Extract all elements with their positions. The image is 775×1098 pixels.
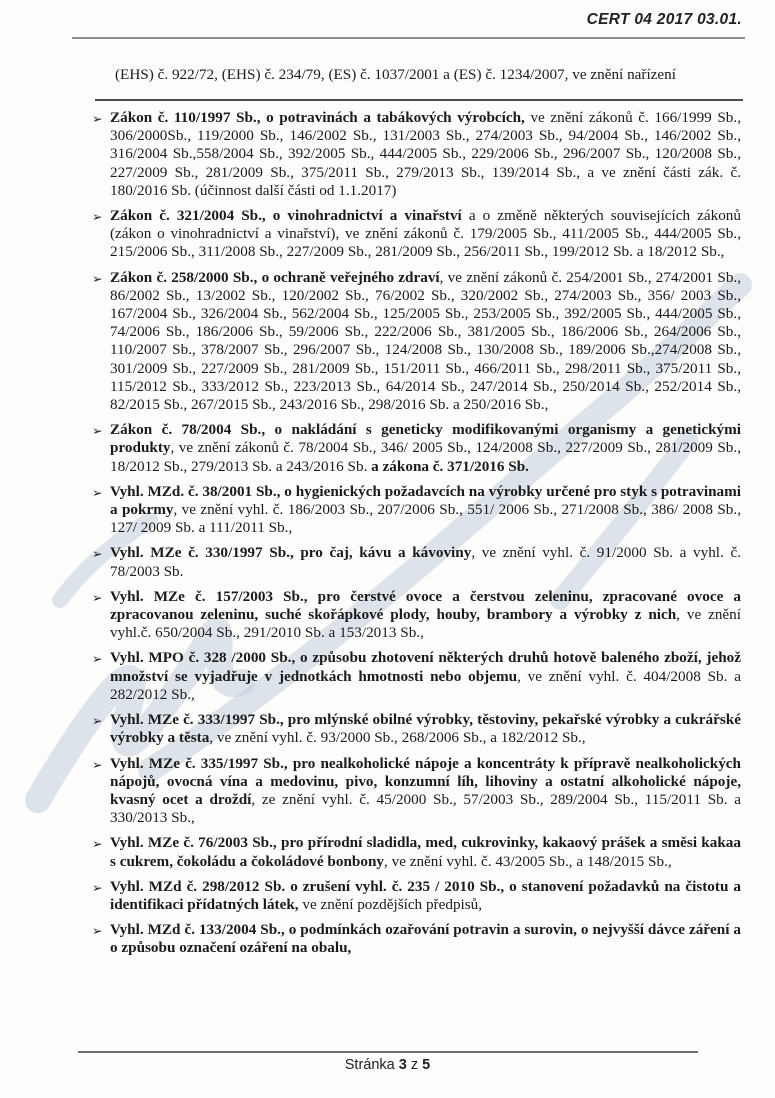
law-list-item (92, 878, 741, 914)
bullet-arrow-icon: ➢ (92, 836, 103, 852)
law-title-segment: Zákon č. 110/1997 Sb., o potravinách a tabákových výrobcích, (110, 109, 525, 126)
bullet-arrow-icon: ➢ (92, 923, 103, 939)
law-title-segment: Vyhl. MZd č. 133/2004 Sb., o podmínkách ozařování potravin a surovin, o nejvyšší dávce záření a o způsobu označení ozáření na obalu, (110, 921, 741, 957)
law-list-item (92, 834, 741, 870)
law-amendments-segment: , ve znění vyhl. č. 93/2000 Sb., 268/2006 Sb., a 182/2012 Sb., (209, 729, 586, 747)
header-doc-code: CERT 04 2017 03.01. (586, 11, 742, 28)
law-list-item (92, 649, 741, 704)
law-title-segment: Vyhl. MZe č. 157/2003 Sb., pro čerstvé ovoce a čerstvou zeleninu, zpracované ovoce a zpracovanou zeleninu, suché skořápkové plody, houby, brambory a výrobky z nich (110, 587, 741, 624)
law-title-segment: Zákon č. 321/2004 Sb., o vinohradnictví a vinařství (110, 207, 462, 225)
law-list-item (92, 711, 741, 747)
bullet-arrow-icon: ➢ (92, 423, 103, 439)
bullet-arrow-icon: ➢ (92, 589, 103, 605)
footer-separator: z (410, 1057, 419, 1073)
law-item-text (110, 588, 741, 641)
footer-page-label: Stránka (344, 1057, 395, 1073)
footer-rule (78, 1051, 698, 1053)
law-amendments-segment: , ve znění vyhl. č. 43/2005 Sb., a 148/2015 Sb., (384, 852, 672, 870)
law-list-item (92, 483, 741, 538)
law-item-text (110, 109, 741, 199)
law-list-item (92, 421, 741, 476)
law-title-segment: Zákon č. 258/2000 Sb., o ochraně veřejného zdraví (110, 268, 440, 286)
law-item-text (110, 711, 741, 746)
law-item-text (110, 921, 741, 956)
law-title-segment: a zákona č. 371/2016 Sb. (371, 457, 529, 475)
law-amendments-segment: , ve znění zákonů č. 254/2001 Sb., 274/2001 Sb., 86/2002 Sb., 13/2002 Sb., 120/2002 Sb., 76/2002 Sb., 320/2002 Sb., 274/2003 Sb., 356/ 2003 Sb., 167/2004 Sb., 326/2004 Sb., 562/2004 Sb., 125/2005 Sb., 253/2005 Sb., 392/2005 Sb., 444/2005 Sb., 74/2006 Sb., 186/2006 Sb., 59/2006 Sb., 222/2006 Sb., 381/2005 Sb., 186/2006 Sb., 264/2006 Sb., 110/2007 Sb., 378/2007 Sb., 296/2007 Sb., 124/2008 Sb., 130/2008 Sb., 189/2006 Sb.,274/2008 Sb., 301/2009 Sb., 227/2009 Sb., 281/2009 Sb., 151/2011 Sb., 466/2011 Sb., 298/2011 Sb., 375/2011 Sb., 115/2012 Sb., 333/2012 Sb., 223/2013 Sb., 64/2014 Sb., 247/2014 Sb., 250/2014 Sb., 252/2014 Sb., 82/2015 Sb., 267/2015 Sb., 243/2016 Sb., 298/2016 Sb. a 250/2016 Sb., (110, 268, 742, 414)
bullet-arrow-icon: ➢ (92, 756, 103, 772)
law-amendments-segment: , ve znění vyhl.č. 650/2004 Sb., 291/2010 Sb. a 153/2013 Sb., (110, 606, 741, 642)
intro-regulations-line: (EHS) č. 922/72, (EHS) č. 234/79, (ES) č. 1037/2001 a (ES) č. 1234/2007, ve znění nařízení (115, 66, 676, 83)
law-list-item (92, 207, 741, 262)
law-title-segment: Vyhl. MZd. č. 38/2001 Sb., o hygienických požadavcích na výrobky určené pro styk s potravinami a pokrmy (110, 482, 741, 519)
header-rule (72, 37, 745, 39)
law-item-text (110, 421, 741, 474)
law-list (92, 109, 741, 965)
law-amendments-segment: , ve znění vyhl. č. 91/2000 Sb. a vyhl. č. 78/2003 Sb. (110, 544, 741, 580)
law-item-text (110, 269, 741, 413)
law-amendments-segment: , ze znění vyhl. č. 45/2000 Sb., 57/2003 Sb., 289/2004 Sb., 115/2011 Sb. a 330/2013 Sb., (110, 790, 741, 827)
law-title-segment: Vyhl. MZe č. 330/1997 Sb., pro čaj, kávu a kávoviny (110, 544, 472, 562)
bullet-arrow-icon: ➢ (92, 713, 103, 729)
law-amendments-segment: ve znění zákonů č. 166/1999 Sb., 306/2000Sb., 119/2000 Sb., 146/2002 Sb., 131/2003 Sb., 274/2003 Sb., 94/2004 Sb., 146/2002 Sb., 316/2004 Sb.,558/2004 Sb., 392/2005 Sb., 444/2005 Sb., 229/2006 Sb., 296/2007 Sb., 120/2008 Sb., 227/2009 Sb., 281/2009 Sb., 375/2011 Sb., 279/2013 Sb., 139/2014 Sb., a ve znění části zák. č. 180/2016 Sb. (účinnost další části od 1.1.2017) (110, 109, 741, 199)
law-title-segment: Zákon č. 78/2004 Sb., o nakládání s geneticky modifikovanými organismy a genetickými produkty (110, 421, 741, 457)
bullet-arrow-icon: ➢ (92, 484, 103, 500)
law-item-text (110, 483, 741, 536)
bullet-arrow-icon: ➢ (92, 879, 103, 895)
law-title-segment: Vyhl. MZd č. 298/2012 Sb. o zrušení vyhl. č. 235 / 2010 Sb., o stanovení požadavků na čistotu a identifikaci přídatných látek, (110, 877, 741, 913)
law-title-segment: Vyhl. MZe č. 333/1997 Sb., pro mlýnské obilné výrobky, těstoviny, pekařské výrobky a cukrářské výrobky a těsta (110, 711, 741, 747)
law-list-item (92, 269, 741, 415)
law-amendments-segment: , ve znění vyhl. č. 404/2008 Sb. a 282/2012 Sb., (110, 667, 741, 703)
law-list-item (92, 109, 741, 200)
law-list-item (92, 921, 741, 957)
law-item-text (110, 649, 741, 702)
law-item-text (110, 878, 741, 913)
law-item-text (110, 207, 741, 260)
footer-total-pages: 5 (422, 1057, 431, 1073)
law-amendments-segment: , ve znění zákonů č. 78/2004 Sb., 346/ 2005 Sb., 124/2008 Sb., 227/2009 Sb., 281/2009 Sb., 18/2012 Sb., 279/2013 Sb. a 243/2016 Sb. (110, 439, 741, 475)
law-list-item (92, 755, 741, 828)
law-list-item (92, 588, 741, 643)
page-footer (0, 1057, 775, 1073)
law-item-text (110, 755, 741, 827)
law-title-segment: Vyhl. MZe č. 76/2003 Sb., pro přírodní sladidla, med, cukrovinky, kakaový prášek a směsi kakaa s cukrem, čokoládu a čokoládové bonbony (110, 834, 741, 870)
bullet-arrow-icon: ➢ (92, 651, 103, 667)
footer-page-number: 3 (398, 1057, 407, 1073)
law-title-segment: Vyhl. MPO č. 328 /2000 Sb., o způsobu zhotovení některých druhů hotově baleného zboží, jehož množství se vyjadřuje v jednotkách hmotnosti nebo objemu (110, 649, 741, 685)
bullet-arrow-icon: ➢ (92, 111, 103, 126)
law-amendments-segment: a o změně některých souvisejících zákonů (zákon o vinohradnictví a vinařství), ve znění zákonů č. 179/2005 Sb., 411/2005 Sb., 444/2005 Sb., 215/2006 Sb., 311/2008 Sb., 227/2009 Sb., 281/2009 Sb., 256/2011 Sb., 199/2012 Sb. a 18/2012 Sb., (110, 207, 741, 261)
bullet-arrow-icon: ➢ (92, 209, 103, 225)
law-amendments-segment: ve znění pozdějších předpisů, (298, 895, 483, 913)
law-list-item (92, 544, 741, 580)
bullet-arrow-icon: ➢ (92, 546, 103, 562)
section-divider-rule (95, 99, 743, 101)
law-item-text (110, 834, 741, 869)
law-amendments-segment: , ve znění vyhl. č. 186/2003 Sb., 207/2006 Sb., 551/ 2006 Sb., 271/2008 Sb., 386/ 2008 Sb., 127/ 2009 Sb. a 111/2011 Sb., (110, 501, 741, 537)
bullet-arrow-icon: ➢ (92, 270, 103, 286)
law-item-text (110, 544, 741, 579)
law-title-segment: Vyhl. MZe č. 335/1997 Sb., pro nealkoholické nápoje a koncentráty k přípravě nealkoholických nápojů, ovocná vína a medovinu, pivo, konzumní líh, lihoviny a ostatní alkoholické nápoje, kvasný ocet a droždí (110, 754, 741, 808)
